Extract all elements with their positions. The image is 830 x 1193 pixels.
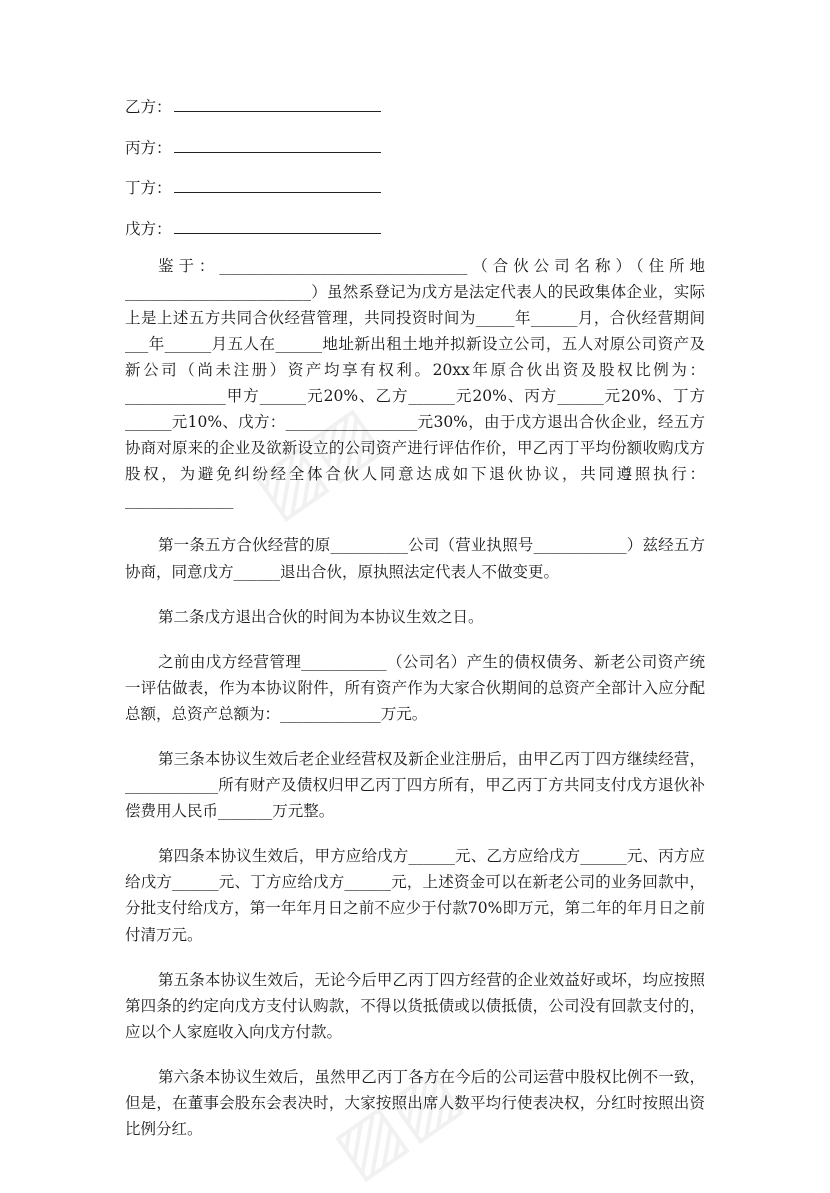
article-6: 第六条本协议生效后，虽然甲乙丙丁各方在今后的公司运营中股权比例不一致，但是，在董事会股东会表决时，大家按照出席人数平均行使表决权，分红时按照出资比例分红。 [125, 1067, 705, 1139]
article-1: 第一条五方合伙经营的原__________公司（营业执照号____________）兹经五方协商，同意戊方______退出合伙，原执照法定代表人不做变更。 [125, 536, 705, 581]
party-line-wu [125, 218, 705, 253]
preamble-paragraph: 鉴于：________________________________（合伙公司名称）（住所地________________________）虽然系登记为戊方是法定代表人的民政集体企业，实际上是上述五方共同合伙经营管理，共同投资时间为_____年______月，合伙经营期间___年______月五人在______地址新出租土地并拟新设立公司，五人对原公司资产及新公司（尚未注册）资产均享有权利。20xx年原合伙出资及股权比例为：_____________甲方______元20%、乙方______元20%、丙方______元20%、丁方______元10%、戊方：_________________元30%，由于戊方退出合伙企业，经五方协商对原来的企业及欲新设立的公司资产进行评估作价，甲乙丙丁平均份额收购戊方股权，为避免纠纷经全体合伙人同意达成如下退伙协议，共同遵照执行：______________ [125, 256, 705, 510]
article-2: 第二条戊方退出合伙的时间为本协议生效之日。 [158, 607, 484, 626]
party-label: 乙方： [125, 98, 172, 116]
party-line-yi [125, 96, 705, 137]
party-line-bing [125, 137, 705, 178]
article-2-continued: 之前由戊方经营管理___________（公司名）产生的债权债务、新老公司资产统一评估做表，作为本协议附件，所有资产作为大家合伙期间的总资产全部计入应分配总额，总资产总额为：_____________万元。 [125, 652, 705, 723]
signature-blank [174, 218, 381, 234]
article-4: 第四条本协议生效后，甲方应给戊方______元、乙方应给戊方______元、丙方应给戊方______元、丁方应给戊方______元，上述资金可以在新老公司的业务回款中，分批支付给戊方，第一年年月日之前不应少于付款70%即万元，第二年的年月日之前付清万元。 [125, 847, 705, 944]
party-label: 丁方： [125, 179, 172, 197]
article-5: 第五条本协议生效后，无论今后甲乙丙丁四方经营的企业效益好或坏，均应按照第四条的约定向戊方支付认购款，不得以货抵债或以债抵债，公司没有回款支付的，应以个人家庭收入向戊方付款。 [125, 970, 705, 1041]
signature-blank [174, 177, 381, 193]
party-label: 戊方： [125, 219, 172, 238]
document-page [125, 96, 705, 1142]
watermark: ▨▨ [238, 389, 394, 533]
signature-blank [174, 137, 381, 153]
watermark: ▨▨ [318, 1049, 474, 1193]
party-line-ding [125, 177, 705, 218]
signature-blank [174, 96, 381, 112]
article-3: 第三条本协议生效后老企业经营权及新企业注册后，由甲乙丙丁四方继续经营，____________所有财产及债权归甲乙丙丁四方所有，甲乙丙丁方共同支付戊方退伙补偿费用人民币_______万元整。 [125, 750, 705, 821]
party-label: 丙方： [125, 138, 172, 157]
